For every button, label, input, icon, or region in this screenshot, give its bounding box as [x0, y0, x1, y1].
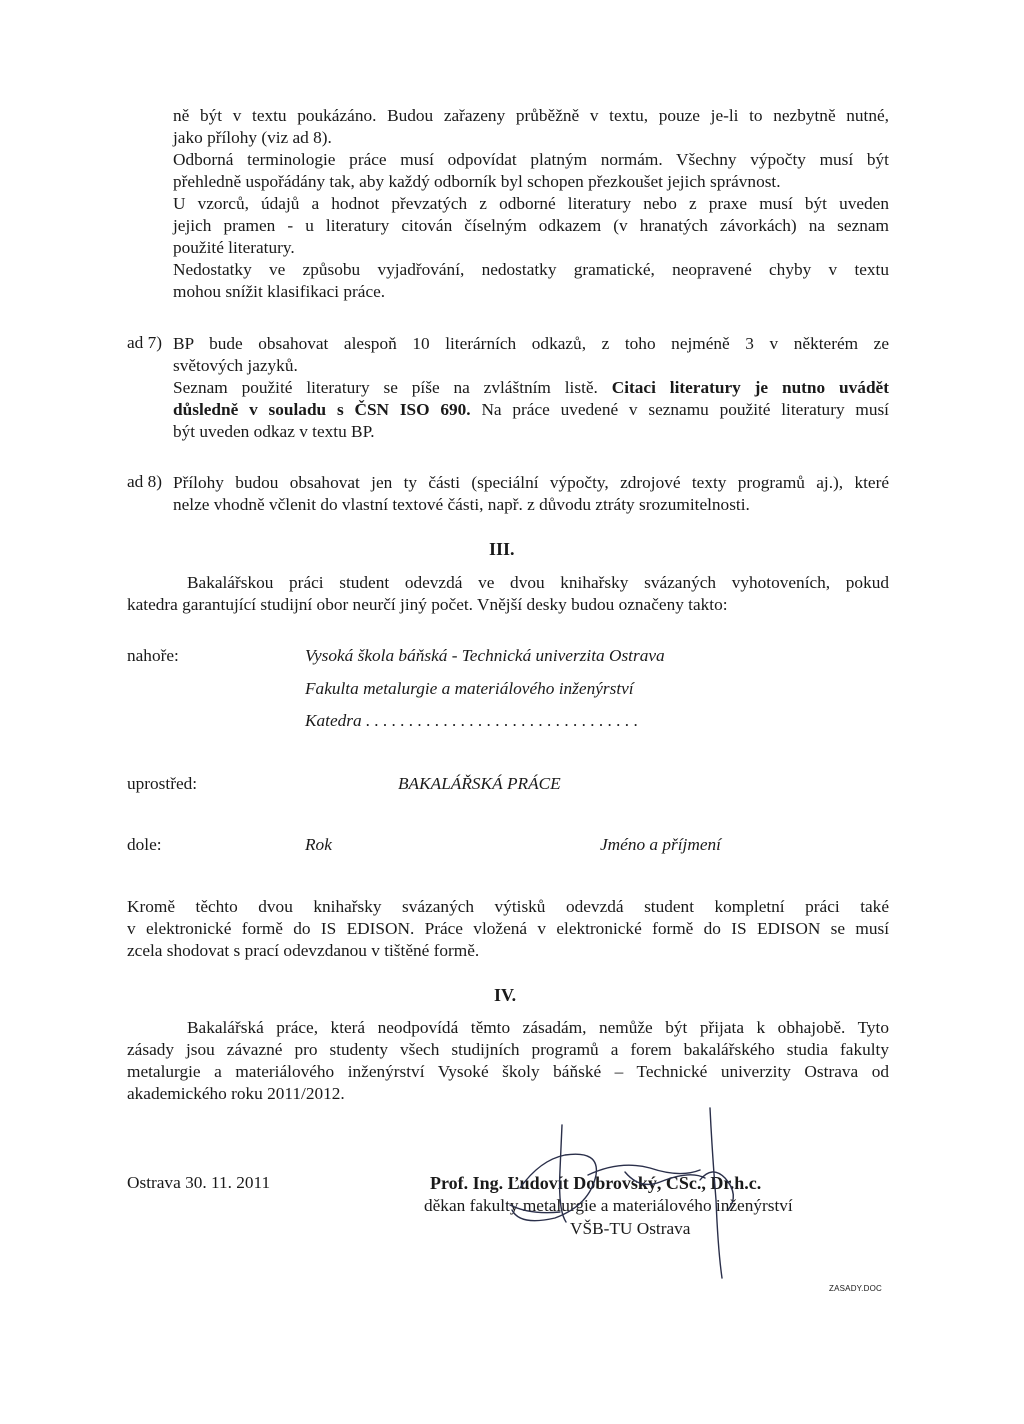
text-line: Přílohy budou obsahovat jen ty části (speciální výpočty, zdrojové texty programů aj.), které	[173, 473, 889, 492]
cover-top-line-2: Fakulta metalurgie a materiálového inženýrství	[305, 679, 634, 698]
text-line: nelze vhodně včlenit do vlastní textové části, např. z důvodu ztráty srozumitelnosti.	[173, 495, 750, 514]
cover-top-label: nahoře:	[127, 646, 179, 665]
paragraph-sec3	[127, 572, 889, 616]
text-line: Bakalářská práce, která neodpovídá těmto zásadám, nemůže být přijata k obhajobě. Tyto	[187, 1018, 889, 1037]
cover-bottom-name: Jméno a příjmení	[600, 835, 721, 854]
section-heading-iii: III.	[489, 539, 515, 559]
text-line	[173, 399, 889, 421]
signatory-org: VŠB-TU Ostrava	[570, 1219, 691, 1238]
text-line: katedra garantující studijní obor neurčí jiný počet. Vnější desky budou označeny takto:	[127, 595, 728, 614]
section-heading-iv: IV.	[494, 985, 517, 1005]
text-line: zásady jsou závazné pro studenty všech studijních programů a forem bakalářského studia fakulty	[127, 1040, 889, 1059]
text-line: světových jazyků.	[173, 356, 298, 375]
text-line: použité literatury.	[173, 238, 295, 257]
cover-top-line-3: Katedra . . . . . . . . . . . . . . . . . . . . . . . . . . . . . . . .	[305, 711, 639, 730]
cover-top-line-1: Vysoká škola báňská - Technická univerzita Ostrava	[305, 646, 665, 665]
cover-middle-line-1: BAKALÁŘSKÁ PRÁCE	[398, 774, 561, 793]
text-run: Seznam použité literatury se píše na zvláštním listě.	[173, 378, 598, 397]
ad8-label: ad 8)	[127, 472, 163, 491]
text-line: ně být v textu poukázáno. Budou zařazeny průběžně v textu, pouze je-li to nezbytně nutné,	[173, 106, 889, 125]
paragraph-requirements	[173, 105, 889, 303]
text-run: Na práce uvedené v seznamu použité literatury musí	[481, 400, 889, 419]
text-line: jako přílohy (viz ad 8).	[173, 128, 332, 147]
cover-bottom-year: Rok	[305, 835, 332, 854]
text-run-bold: Citaci literatury je nutno uvádět	[611, 378, 889, 397]
place-date: Ostrava 30. 11. 2011	[127, 1173, 271, 1192]
text-line: BP bude obsahovat alespoň 10 literárních odkazů, z toho nejméně 3 v některém ze	[173, 334, 889, 353]
signatory-role: děkan fakulty metalurgie a materiálového inženýrství	[424, 1196, 793, 1215]
text-line: mohou snížit klasifikaci práce.	[173, 282, 386, 301]
file-reference: ZASADY.DOC	[829, 1284, 882, 1293]
paragraph-ad8	[173, 472, 889, 516]
text-line: Nedostatky ve způsobu vyjadřování, nedostatky gramatické, neopravené chyby v textu	[173, 260, 889, 279]
text-run-bold: důsledně v souladu s ČSN ISO 690.	[173, 400, 471, 419]
text-line	[173, 377, 889, 399]
text-line: U vzorců, údajů a hodnot převzatých z odborné literatury nebo z praxe musí být uveden	[173, 194, 889, 213]
paragraph-ad7	[173, 333, 889, 443]
paragraph-electronic	[127, 896, 889, 962]
paragraph-sec4	[127, 1017, 889, 1105]
text-line: Bakalářskou práci student odevzdá ve dvou knihařsky svázaných vyhotoveních, pokud	[187, 573, 889, 592]
text-line: jejich pramen - u literatury citován číselným odkazem (v hranatých závorkách) na seznam	[173, 216, 889, 235]
text-line: v elektronické formě do IS EDISON. Práce vložená v elektronické formě do IS EDISON se musí	[127, 919, 889, 938]
text-line: Kromě těchto dvou knihařsky svázaných výtisků odevzdá student kompletní práci také	[127, 897, 889, 916]
text-line: zcela shodovat s prací odevzdanou v tištěné formě.	[127, 941, 480, 960]
text-line: Odborná terminologie práce musí odpovídat platným normám. Všechny výpočty musí být	[173, 150, 889, 169]
text-line: být uveden odkaz v textu BP.	[173, 422, 375, 441]
cover-bottom-label: dole:	[127, 835, 162, 854]
ad7-label: ad 7)	[127, 333, 163, 352]
text-line: přehledně uspořádány tak, aby každý odborník byl schopen přezkoušet jejich správnost.	[173, 172, 781, 191]
text-line: akademického roku 2011/2012.	[127, 1084, 345, 1103]
text-line: metalurgie a materiálového inženýrství Vysoké školy báňské – Technické univerzity Ostrava od	[127, 1062, 889, 1081]
cover-middle-label: uprostřed:	[127, 774, 198, 793]
signatory-name: Prof. Ing. Ľudovít Dobrovský, CSc., Dr.h.c.	[430, 1173, 762, 1193]
